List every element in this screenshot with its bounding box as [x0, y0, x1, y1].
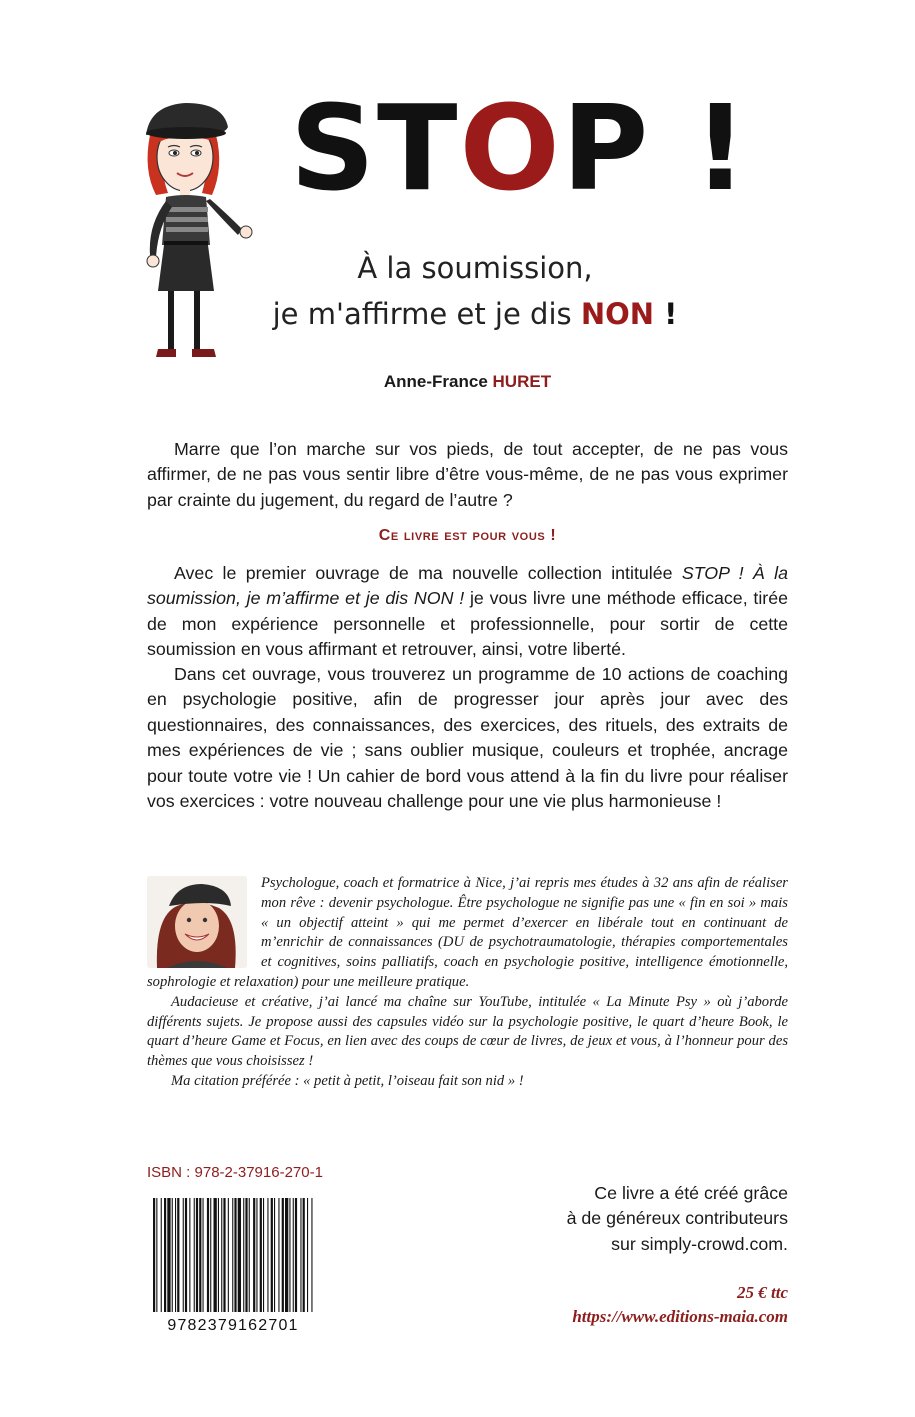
book-title: STOP ! [290, 79, 750, 217]
barcode-bar [161, 1198, 162, 1312]
barcode-bar [183, 1198, 184, 1312]
barcode-bar [194, 1198, 195, 1312]
barcode-bar [243, 1198, 244, 1312]
barcode-bar [303, 1198, 305, 1312]
barcode-bar [274, 1198, 275, 1312]
price-and-website [490, 1281, 788, 1329]
barcode-bar [282, 1198, 284, 1312]
barcode-digits: 9782379162701 [167, 1317, 299, 1333]
barcode-bar [185, 1198, 187, 1312]
barcode-bar [249, 1198, 250, 1312]
headline-tagline: Ce livre est pour vous ! [378, 527, 557, 544]
barcode-bar [214, 1198, 217, 1312]
barcode-bar [238, 1198, 241, 1312]
barcode-bar [175, 1198, 176, 1312]
contrib-line-2: à de généreux contributeurs [566, 1208, 788, 1229]
barcode-bar [253, 1198, 255, 1312]
contrib-line-1: Ce livre a été créé grâce [594, 1183, 788, 1203]
description-paragraph-1: Avec le premier ouvrage de ma nouvelle collection intitulée STOP ! À la soumission, je m’affirme et je dis NON ! je vous livre une méthode efficace, tirée de mon expérience personnelle et professionnelle, pour sortir de cette soumission en vous affirmant et retrouver, ainsi, votre liberté. [147, 563, 789, 660]
barcode-bar [260, 1198, 262, 1312]
barcode-bar [207, 1198, 209, 1312]
contrib-line-3: sur simply-crowd.com. [611, 1233, 788, 1254]
barcode-bar [295, 1198, 297, 1312]
barcode-bar [228, 1198, 229, 1312]
cartoon-woman-illustration [128, 95, 268, 370]
barcode-bar [289, 1198, 290, 1312]
book-subtitle [250, 245, 700, 337]
barcode-bar [300, 1198, 301, 1312]
barcode-bar [278, 1198, 279, 1312]
barcode [147, 1194, 319, 1333]
subtitle-line-1: À la soumission, [357, 251, 593, 285]
author-bio [147, 874, 788, 1092]
author-name: Anne-France HURET [383, 372, 552, 391]
bio-paragraph-3: Ma citation préférée : « petit à petit, l’oiseau fait son nid » ! [171, 1072, 524, 1089]
barcode-bar [285, 1198, 288, 1312]
barcode-bar [167, 1198, 170, 1312]
barcode-bar [164, 1198, 166, 1312]
description-paragraph-2: Dans cet ouvrage, vous trouverez un programme de 10 actions de coaching en psychologie positive, afin de progresser jour après jour avec des questionnaires, des connaissances, des exercices, des rituels, des extraits de mes expériences de vie ; sans oublier musique, couleurs et trophée, ancrage pour toute votre vie ! Un cahier de bord vous attend à la fin du livre pour réaliser vos exercices : votre nouveau challenge pour une vie plus harmonieuse ! [147, 664, 788, 812]
barcode-bar [218, 1198, 219, 1312]
barcode-bar [271, 1198, 273, 1312]
barcode-bar [263, 1198, 264, 1312]
intro-paragraph: Marre que l’on marche sur vos pieds, de tout accepter, de ne pas vous affirmer, de ne pas vous sentir libre d’être vous-même, de ne pas vous exprimer par crainte du jugement, du regard de l’autre ? [147, 439, 788, 510]
barcode-bar [223, 1198, 225, 1312]
barcode-bar [196, 1198, 198, 1312]
barcode-bar [256, 1198, 257, 1312]
subtitle-line-2: je m'affirme et je dis NON ! [272, 297, 678, 331]
price-label: 25 € ttc [737, 1283, 788, 1302]
bio-paragraph-1: Psychologue, coach et formatrice à Nice, j’ai repris mes études à 32 ans afin de réaliser mon rêve : devenir psychologue. Être psychologue ne signifie pas une « fin en soi » mais « un objectif atteint » qui me permet d’exercer en libérale tout en continuant de m’enrichir de connaissances (DU de psychotraumatologie, thérapies comportementales et cognitives, soins palliatifs, coach en psychologie positive, intelligence émotionnelle, sophrologie et relaxation) pour une meilleure pratique. [147, 875, 788, 990]
barcode-bar [232, 1198, 233, 1312]
website-link[interactable]: https://www.editions-maia.com [572, 1307, 788, 1326]
barcode-bar [156, 1198, 157, 1312]
barcode-bar [311, 1198, 312, 1312]
barcode-bar [267, 1198, 268, 1312]
barcode-bar [189, 1198, 190, 1312]
isbn-label: ISBN : 978-2-37916-270-1 [147, 1164, 323, 1181]
barcode-bar [172, 1198, 173, 1312]
barcode-bar [234, 1198, 236, 1312]
author-photo [147, 876, 247, 968]
barcode-bar [199, 1198, 201, 1312]
barcode-bar [307, 1198, 308, 1312]
barcode-bar [221, 1198, 222, 1312]
barcode-bar [210, 1198, 211, 1312]
barcode-bar [153, 1198, 155, 1312]
barcode-bar [203, 1198, 204, 1312]
barcode-bar [293, 1198, 294, 1312]
barcode-bar [245, 1198, 247, 1312]
barcode-bar [177, 1198, 179, 1312]
bio-paragraph-2: Audacieuse et créative, j’ai lancé ma chaîne sur YouTube, intitulée « La Minute Psy » où j’aborde différents sujets. Je propose aussi des capsules vidéo sur la psychologie positive, le quart d’heure Book, le quart d’heure Game et Focus, en lien avec des coups de cœur de livres, de jeux et vous, à l’honneur pour des thèmes que vous choisissez ! [147, 993, 788, 1070]
contributors-note [490, 1181, 788, 1257]
